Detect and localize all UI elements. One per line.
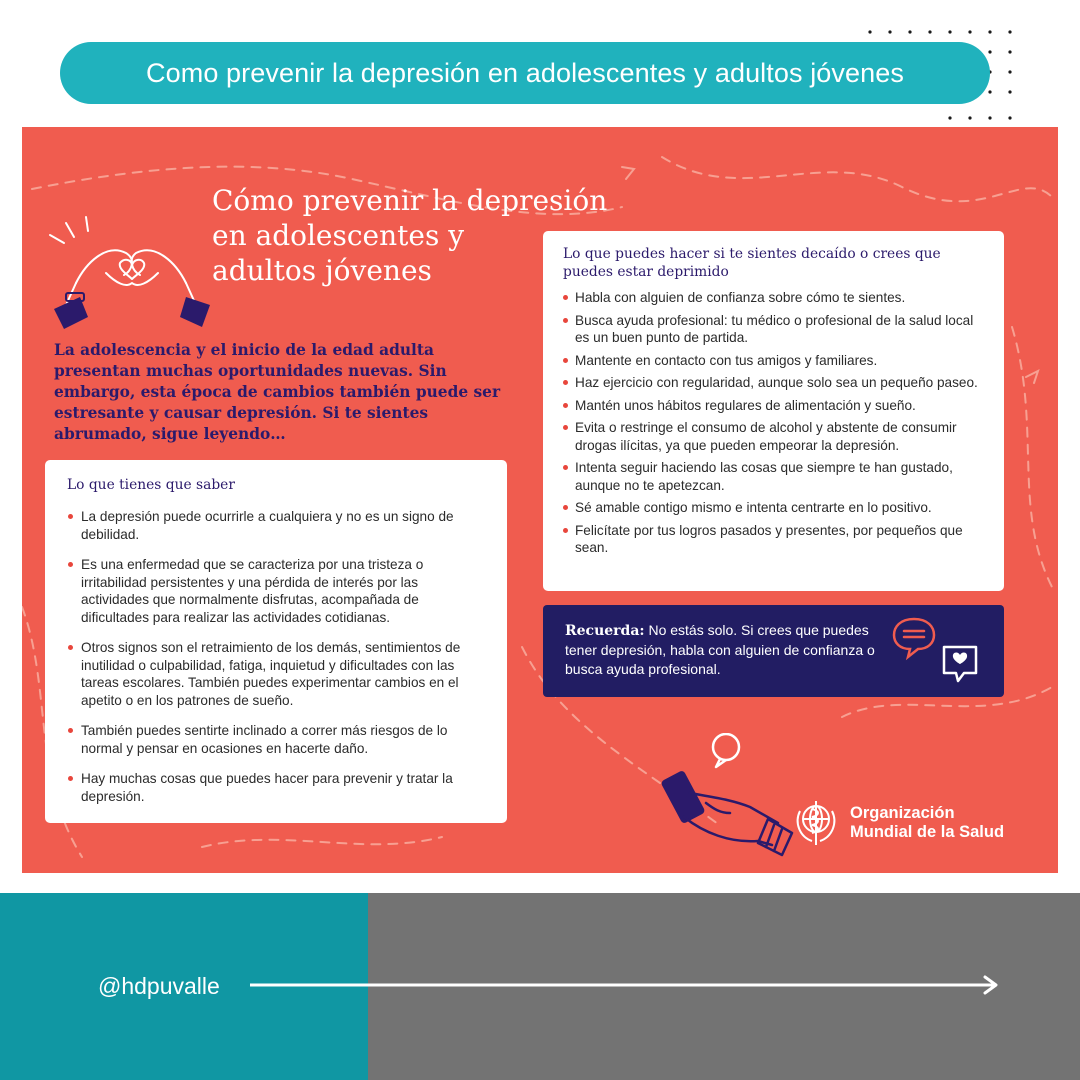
page-title: Como prevenir la depresión en adolescentes y adultos jóvenes	[60, 42, 990, 104]
list-item: Otros signos son el retraimiento de los demás, sentimientos de inutilidad o culpabilidad, fatiga, inquietud y dificultades con las tareas escolares. También puedes experimentar cambios en el apetito o en los patrones de sueño.	[67, 639, 483, 709]
intro-paragraph: La adolescencia y el inicio de la edad adulta presentan muchas oportunidades nuevas. Sin embargo, esta época de cambios también puede ser estresante y causar depresión. Si te sientes abrumado, sigue leyendo…	[54, 341, 501, 443]
list-item: Busca ayuda profesional: tu médico o profesional de la salud local es un buen punto de partida.	[563, 312, 986, 347]
list-item: Sé amable contigo mismo e intenta centrarte en lo positivo.	[563, 499, 986, 517]
list-item: La depresión puede ocurrirle a cualquiera y no es un signo de debilidad.	[67, 508, 483, 543]
know-card	[45, 460, 507, 823]
list-item: Felicítate por tus logros pasados y presentes, por pequeños que sean.	[563, 522, 986, 557]
todo-card	[543, 231, 1004, 591]
poster-title-line: Cómo prevenir la depresión	[212, 184, 608, 217]
todo-heading: Lo que puedes hacer si te sientes decaído o crees que puedes estar deprimido	[563, 246, 941, 280]
todo-list	[563, 289, 986, 557]
list-item: También puedes sentirte inclinado a correr más riesgos de lo normal y pensar en ocasiones en hacerte daño.	[67, 722, 483, 757]
who-logo	[790, 797, 1004, 849]
list-item: Intenta seguir haciendo las cosas que siempre te han gustado, aunque no te apetezcan.	[563, 459, 986, 494]
list-item: Es una enfermedad que se caracteriza por una tristeza o irritabilidad persistentes y una pérdida de interés por las actividades que normalmente disfrutas, acompañada de dificultades para realizar las actividades cotidianas.	[67, 556, 483, 626]
remember-message: No estás solo. Si crees que puedes tener depresión, habla con alguien de confianza o busca ayuda profesional.	[565, 622, 875, 677]
chat-bubbles-icon	[890, 615, 986, 685]
arrow-right-icon	[250, 974, 1000, 996]
poster-title-line: adultos jóvenes	[212, 254, 432, 287]
heart-hands-illustration	[36, 213, 216, 333]
who-emblem-icon	[790, 797, 842, 849]
list-item: Evita o restringe el consumo de alcohol y abstente de consumir drogas ilícitas, ya que pueden empeorar la depresión.	[563, 419, 986, 454]
list-item: Mantén unos hábitos regulares de alimentación y sueño.	[563, 397, 986, 415]
who-name	[850, 804, 1004, 842]
infographic-poster	[22, 127, 1058, 873]
list-item: Haz ejercicio con regularidad, aunque solo sea un pequeño paseo.	[563, 374, 986, 392]
social-handle[interactable]: @hdpuvalle	[98, 973, 220, 999]
list-item: Habla con alguien de confianza sobre cómo te sientes.	[563, 289, 986, 307]
who-name-line: Mundial de la Salud	[850, 823, 1005, 841]
remember-box	[543, 605, 1004, 697]
list-item: Mantente en contacto con tus amigos y familiares.	[563, 352, 986, 370]
list-item: Hay muchas cosas que puedes hacer para prevenir y tratar la depresión.	[67, 770, 483, 805]
poster-title-line: en adolescentes y	[212, 219, 465, 252]
remember-label: Recuerda:	[565, 623, 645, 639]
know-list	[67, 508, 483, 805]
who-name-line: Organización	[850, 804, 955, 822]
phone-hand-illustration	[650, 733, 800, 858]
remember-text	[565, 621, 885, 679]
know-heading: Lo que tienes que saber	[67, 477, 235, 493]
